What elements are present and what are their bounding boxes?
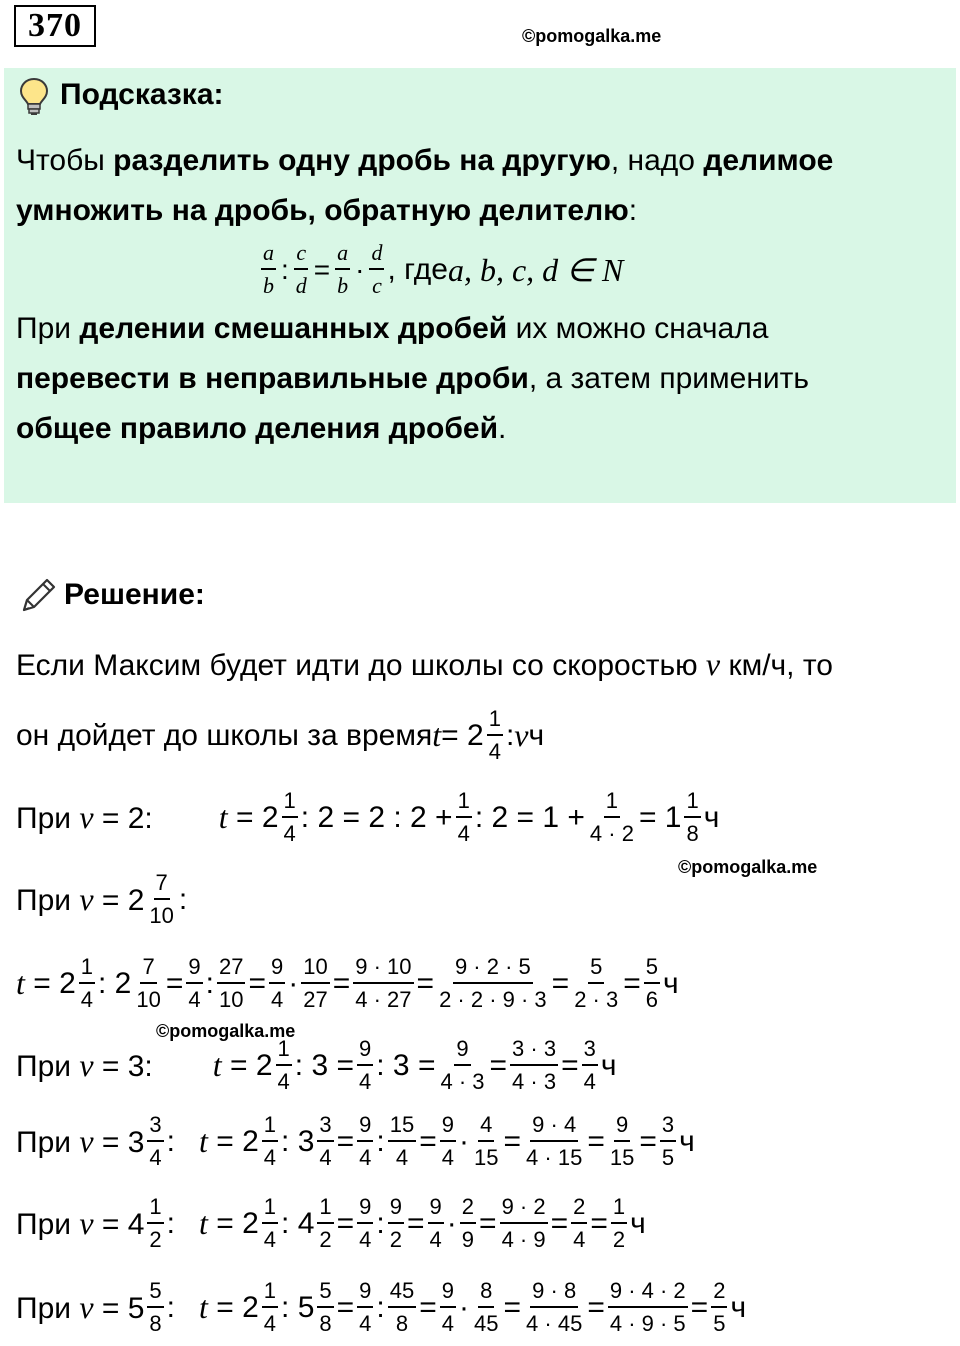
- watermark-2: ©pomogalka.me: [678, 857, 818, 877]
- solution-line-2: он дойдет до школы за время t = 2 $\frac{1}{4}$ : v ч: [16, 706, 545, 764]
- hint-line-1: Чтобы разделить одну дробь на другую, надо делимое: [16, 144, 834, 177]
- solution-row-5: При v = 4 $\frac{1}{2}$ : t = 2 $\frac{1}{4}$ : 4 $\frac{1}{2}$ = $\frac{9}{4}$ : $\frac{9}{2}$ = $\frac{9}{4}$ · $\frac{2}{9}$ = $\frac{9 \cdot 2}{4 \cdot 9}$ = $\frac{2}{4}$ = $\frac{1}{2}$ ч: [16, 1194, 646, 1252]
- hint-line-4: перевести в неправильные дроби, а затем применить: [16, 362, 810, 395]
- task-number: 370: [14, 5, 96, 47]
- solution-line-1: Если Максим будет идти до школы со скоростью v км/ч, то: [16, 646, 833, 682]
- hint-line-2: умножить на дробь, обратную делителю:: [16, 194, 638, 227]
- solution-title: Решение:: [64, 578, 205, 611]
- solution-row-3: При v = 3: t = 2 $\frac{1}{4}$ : 3 = $\frac{9}{4}$ : 3 = $\frac{9}{4 \cdot 3}$ = $\frac{3 \cdot 3}{4 \cdot 3}$ = $\frac{3}{4}$ ч: [16, 1036, 617, 1094]
- solution-row-2: t = 2 $\frac{1}{4}$ : 2 $\frac{7}{10}$ = $\frac{9}{4}$ : $\frac{27}{10}$ = $\frac{9}{4}$ · $\frac{10}{27}$ = $\frac{9 \cdot 10}{4 \cdot 27}$ = $\frac{9 \cdot 2 \cdot 5}{2 \cdot 2 \cdot 9 \cdot 3}$ = $\frac{5}{2 \cdot 3}$ = $\frac{5}{6}$ ч: [16, 954, 679, 1012]
- solution-row-2-label: При v = 2 $\frac{7}{10}$ :: [16, 870, 188, 928]
- hint-line-3: При делении смешанных дробей их можно сначала: [16, 312, 769, 345]
- hint-line-5: общее правило деления дробей.: [16, 412, 507, 445]
- solution-row-4: При v = 3 $\frac{3}{4}$ : t = 2 $\frac{1}{4}$ : 3 $\frac{3}{4}$ = $\frac{9}{4}$ : $\frac{15}{4}$ = $\frac{9}{4}$ · $\frac{4}{15}$ = $\frac{9 \cdot 4}{4 \cdot 15}$ = $\frac{9}{15}$ = $\frac{3}{5}$ ч: [16, 1112, 695, 1170]
- solution-row-6: При v = 5 $\frac{5}{8}$ : t = 2 $\frac{1}{4}$ : 5 $\frac{5}{8}$ = $\frac{9}{4}$ : $\frac{45}{8}$ = $\frac{9}{4}$ · $\frac{8}{45}$ = $\frac{9 \cdot 8}{4 \cdot 45}$ = $\frac{9 \cdot 4 \cdot 2}{4 \cdot 9 \cdot 5}$ = $\frac{2}{5}$ ч: [16, 1278, 747, 1336]
- hint-title: Подсказка:: [60, 78, 224, 111]
- watermark-3: ©pomogalka.me: [156, 1021, 296, 1041]
- solution-row-1: При v = 2: t = 2 $\frac{1}{4}$ : 2 = 2 : 2 + $\frac{1}{4}$ : 2 = 1 + $\frac{1}{4 \cdot 2}$ = 1 $\frac{1}{8}$ ч: [16, 788, 720, 846]
- watermark: ©pomogalka.me: [522, 26, 662, 46]
- lightbulb-icon: [18, 76, 50, 116]
- pencil-icon: [18, 576, 58, 616]
- hint-formula: $\frac{a}{b}$ : $\frac{c}{d}$ = $\frac{a}{b}$ · $\frac{d}{c}$ , где a, b, c, d ∈ N: [263, 240, 624, 298]
